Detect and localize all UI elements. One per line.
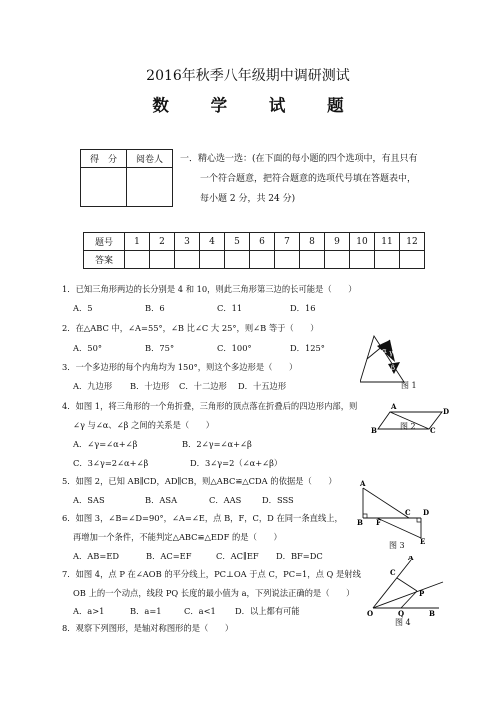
q2-option-b: B．75° bbox=[145, 343, 175, 353]
fig4-label-c: C bbox=[390, 568, 396, 577]
answer-cell[interactable] bbox=[225, 251, 250, 269]
question-7-stem-cont: OB 上的一个动点，线段 PQ 长度的最小值为 a，下列说法正确的是（ ） bbox=[73, 588, 355, 598]
fig4-segment-pc bbox=[397, 578, 417, 591]
subject-title: 数 学 试 题 bbox=[152, 96, 362, 115]
fig3-label-d: D bbox=[423, 508, 430, 517]
grader-label: 阅卷人 bbox=[127, 150, 173, 168]
fig3-right-angle-b bbox=[363, 514, 367, 518]
answer-cell[interactable] bbox=[200, 251, 225, 269]
figure-3-diagram bbox=[357, 478, 439, 544]
answer-label: 答案 bbox=[84, 251, 125, 269]
question-6-stem-cont: 再增加一个条件，不能判定△ABC≌△EDF 的是（ ） bbox=[73, 532, 282, 542]
q1-option-a: A．5 bbox=[73, 303, 93, 313]
answer-table bbox=[83, 232, 425, 269]
question-number: 8 bbox=[300, 233, 325, 251]
figure-1-diagram bbox=[360, 334, 440, 396]
question-number: 3 bbox=[175, 233, 200, 251]
answer-cell[interactable] bbox=[325, 251, 350, 269]
exam-title: 2016年秋季八年级期中调研测试 bbox=[146, 68, 350, 84]
question-8-stem: 8．观察下列图形，是轴对称图形的是（ ） bbox=[62, 623, 234, 633]
fig3-label-c: C bbox=[405, 508, 411, 517]
q6-option-a: A．AB=ED bbox=[73, 551, 120, 561]
figure-2-caption: 图 2 bbox=[400, 422, 416, 431]
q4-option-b: B．2∠γ=∠α+∠β bbox=[182, 439, 252, 449]
question-number: 5 bbox=[225, 233, 250, 251]
q2-option-d: D．125° bbox=[290, 343, 325, 353]
answer-cell[interactable] bbox=[300, 251, 325, 269]
fig1-outer-triangle bbox=[360, 336, 404, 382]
q5-option-a: A．SAS bbox=[73, 495, 105, 505]
fig2-label-c: C bbox=[430, 426, 436, 434]
section1-line2: 一个符合题意，把符合题意的选项代号填在答题表中， bbox=[200, 174, 417, 184]
answer-cell[interactable] bbox=[350, 251, 375, 269]
fig4-label-q: Q bbox=[398, 609, 405, 618]
answer-cell[interactable] bbox=[275, 251, 300, 269]
answer-cell[interactable] bbox=[250, 251, 275, 269]
q5-option-d: D．SSS bbox=[262, 495, 294, 505]
question-number-label: 题号 bbox=[84, 233, 125, 251]
figure-1-caption: 图 1 bbox=[401, 381, 417, 390]
question-number: 11 bbox=[375, 233, 400, 251]
q4-option-a: A．∠γ=∠α+∠β bbox=[73, 439, 138, 449]
question-number: 6 bbox=[250, 233, 275, 251]
question-number: 1 bbox=[125, 233, 150, 251]
q5-option-c: C．AAS bbox=[209, 495, 242, 505]
answer-cell[interactable] bbox=[125, 251, 150, 269]
fig4-label-b: B bbox=[429, 609, 435, 618]
fig2-label-a: A bbox=[391, 402, 397, 411]
q3-option-c: C．十二边形 bbox=[179, 381, 227, 391]
q7-option-c: C．a<1 bbox=[184, 606, 216, 616]
q3-option-b: B．十边形 bbox=[130, 381, 170, 391]
score-table bbox=[80, 149, 173, 207]
figure-4-diagram bbox=[365, 556, 447, 618]
fig4-label-a: A bbox=[408, 556, 414, 562]
fig3-segment-fe bbox=[377, 518, 421, 538]
fig2-label-b: B bbox=[371, 426, 377, 434]
question-4-stem: 4．如图 1，将三角形的一个角折叠，三角形的顶点落在折叠后的四边形内部，则 bbox=[62, 401, 358, 411]
q7-option-d: D．以上都有可能 bbox=[235, 606, 300, 616]
fig2-label-d: D bbox=[443, 407, 450, 416]
question-number: 12 bbox=[400, 233, 425, 251]
fig3-segment-ac bbox=[363, 488, 409, 518]
question-1-stem: 1．已知三角形两边的长分别是 4 和 10，则此三角形第三边的长可能是（ ） bbox=[62, 284, 357, 294]
fig1-label-gamma: γ bbox=[389, 349, 394, 357]
question-2-stem: 2．在△ABC 中，∠A=55°，∠B 比∠C 大 25°，则∠B 等于（ ） bbox=[62, 323, 319, 333]
question-number: 7 bbox=[275, 233, 300, 251]
answer-cell[interactable] bbox=[400, 251, 425, 269]
q3-option-d: D．十五边形 bbox=[238, 381, 287, 391]
fig3-right-angle-d bbox=[417, 518, 421, 522]
q1-option-c: C．11 bbox=[217, 303, 243, 313]
q1-option-d: D．16 bbox=[290, 303, 316, 313]
question-7-stem: 7．如图 4，点 P 在∠AOB 的平分线上，PC⊥OA 于点 C，PC=1，点 Q 是射线 bbox=[62, 569, 361, 579]
fig4-segment-pq bbox=[401, 591, 417, 608]
answer-cell[interactable] bbox=[150, 251, 175, 269]
answer-cell[interactable] bbox=[375, 251, 400, 269]
fig3-label-b: B bbox=[357, 518, 363, 527]
q5-option-b: B．ASA bbox=[145, 495, 178, 505]
question-number: 2 bbox=[150, 233, 175, 251]
question-3-stem: 3．一个多边形的每个内角均为 150°，则这个多边形是（ ） bbox=[62, 362, 298, 372]
fig3-label-f: F bbox=[376, 518, 381, 527]
figure-4-caption: 图 4 bbox=[395, 618, 411, 627]
question-number: 9 bbox=[325, 233, 350, 251]
q2-option-a: A．50° bbox=[73, 343, 102, 353]
grader-cell[interactable] bbox=[127, 168, 173, 207]
fig1-label-beta: β bbox=[391, 364, 396, 372]
fig1-label-alpha: α bbox=[382, 347, 387, 355]
q3-option-a: A．九边形 bbox=[73, 381, 113, 391]
figure-3-caption: 图 3 bbox=[389, 541, 405, 550]
question-number: 10 bbox=[350, 233, 375, 251]
q2-option-c: C．100° bbox=[217, 343, 252, 353]
fig3-label-e: E bbox=[420, 537, 426, 544]
q7-option-a: A．a>1 bbox=[73, 606, 105, 616]
answer-table-header-row bbox=[84, 233, 425, 251]
answer-cell[interactable] bbox=[175, 251, 200, 269]
question-4-stem-cont: ∠γ 与∠α、∠β 之间的关系是（ ） bbox=[73, 420, 215, 430]
q7-option-b: B．a=1 bbox=[130, 606, 162, 616]
q6-option-c: C．AC∥EF bbox=[216, 551, 259, 561]
score-label: 得 分 bbox=[81, 150, 127, 168]
score-cell[interactable] bbox=[81, 168, 127, 207]
question-5-stem: 5．如图 2，已知 AB∥CD，AD∥CB，则△ABC≌△CDA 的依据是（ ） bbox=[62, 476, 337, 486]
fig4-label-o: O bbox=[367, 609, 374, 618]
fig3-label-a: A bbox=[360, 479, 366, 488]
q4-option-d: D．3∠γ=2（∠α+∠β） bbox=[190, 458, 283, 468]
section1-line3: 每小题 2 分，共 24 分) bbox=[200, 194, 296, 204]
answer-table-answer-row bbox=[84, 251, 425, 269]
question-number: 4 bbox=[200, 233, 225, 251]
q4-option-c: C．3∠γ=2∠α+∠β bbox=[73, 458, 149, 468]
question-6-stem: 6．如图 3，∠B=∠D=90°，∠A=∠E，点 B，F，C，D 在同一条直线上， bbox=[62, 513, 343, 523]
section1-line1: 一．精心选一选：(在下面的每小题的四个选项中，有且只有 bbox=[180, 154, 418, 164]
fig4-label-p: P bbox=[419, 589, 425, 598]
q6-option-d: D．BF=DC bbox=[276, 551, 323, 561]
q6-option-b: B．AC=EF bbox=[146, 551, 192, 561]
q1-option-b: B．6 bbox=[145, 303, 165, 313]
